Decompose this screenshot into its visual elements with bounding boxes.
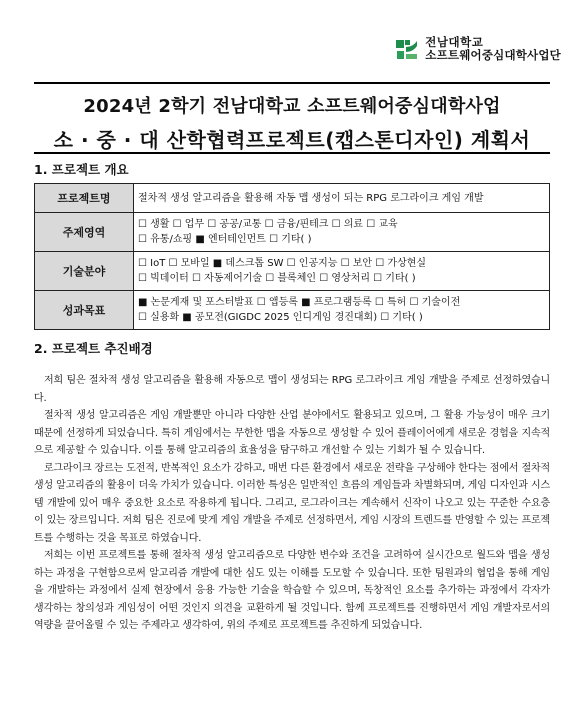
document-title-line1: 2024년 2학기 전남대학교 소프트웨어중심대학사업 xyxy=(83,96,501,117)
table-row xyxy=(35,184,550,213)
paragraph: 로그라이크 장르는 도전적, 반복적인 요소가 강하고, 매번 다른 환경에서 새로운 전략을 구상해야 한다는 점에서 절차적 생성 알고리즘의 활용이 더욱 가치가 있습니다. 이러한 특성은 일반적인 흐름의 게임들과 차별화되며, 게임 디자인과 시스템 개발에 있어 매우 중요한 요소로 작용하게 됩니다. 그리고, 로그라이크는 계속해서 신작이 나오고 있는 꾸준한 수요층이 있는 장르입니다. 저희 팀은 진로에 맞게 게임 개발을 주제로 선정하면서, 게임 시장의 트렌드를 반영할 수 있는 프로젝트를 수행하는 것을 목표로 하였습니다. xyxy=(34,462,550,544)
paragraph: 저희는 이번 프로젝트를 통해 절차적 생성 알고리즘으로 다양한 변수와 조건을 고려하여 실시간으로 월드와 맵을 생성하는 과정을 구현함으로써 알고리즘 개발에 대한 심도 있는 이해를 도모할 수 있습니다. 또한 팀원과의 협업을 통해 게임을 개발하는 과정에서 실제 현장에서 응용 가능한 기술을 학습할 수 있으며, 독창적인 요소를 추가하는 과정에서 각자가 생각하는 창의성과 게임성이 어떤 것인지 의견을 교환하게 될 것입니다. 함께 프로젝트를 진행하면서 게임 개발자로서의 역량을 끌어올릴 수 있는 주제라고 생각하여, 위의 주제로 프로젝트를 추진하게 되었습니다. xyxy=(34,550,550,631)
university-logo xyxy=(395,34,561,64)
jnu-sw-logo-icon xyxy=(395,37,419,61)
row-value-project-name: 절차적 생성 알고리즘을 활용해 자동 맵 생성이 되는 RPG 로그라이크 게임 개발 xyxy=(134,184,550,213)
table-row xyxy=(35,291,550,330)
row-label-tech-field: 기술분야 xyxy=(35,252,134,291)
background-body xyxy=(34,372,550,635)
project-overview-table xyxy=(34,183,550,330)
paragraph: 절차적 생성 알고리즘은 게임 개발뿐만 아니라 다양한 산업 분야에서도 활용되고 있으며, 그 활용 가능성이 매우 크기 때문에 선정하게 되었습니다. 특히 게임에서는 무한한 맵을 자동으로 생성할 수 있어 플레이어에게 새로운 경험을 지속적으로 제공할 수 있습니다. 이를 통해 알고리즘의 효율성을 탐구하고 개선할 수 있는 기회가 될 수 있습니다. xyxy=(34,410,550,456)
table-row xyxy=(35,252,550,291)
document-title-box xyxy=(34,82,550,154)
paragraph: 저희 팀은 절차적 생성 알고리즘을 활용해 자동으로 맵이 생성되는 RPG 로그라이크 게임 개발을 주제로 선정하였습니다. xyxy=(34,375,550,404)
row-label-goals: 성과목표 xyxy=(35,291,134,330)
row-label-topic-area: 주제영역 xyxy=(35,213,134,252)
logo-program-name: 소프트웨어중심대학사업단 xyxy=(425,48,561,62)
section1-heading: 1. 프로젝트 개요 xyxy=(34,162,129,177)
row-value-tech-field: ☐ IoT ☐ 모바일 ■ 데스크톱 SW ☐ 인공지능 ☐ 보안 ☐ 가상현실 ☐ 빅데이터 ☐ 자동제어기술 ☐ 블록체인 ☐ 영상처리 ☐ 기타( ) xyxy=(134,252,550,291)
document-title-line2: 소 · 중 · 대 산학협력프로젝트(캡스톤디자인) 계획서 xyxy=(53,128,531,152)
logo-university-name: 전남대학교 xyxy=(425,35,484,49)
row-value-topic-area: ☐ 생활 ☐ 업무 ☐ 공공/교통 ☐ 금융/핀테크 ☐ 의료 ☐ 교육 ☐ 유통/쇼핑 ■ 엔터테인먼트 ☐ 기타( ) xyxy=(134,213,550,252)
row-label-project-name: 프로젝트명 xyxy=(35,184,134,213)
section2-heading: 2. 프로젝트 추진배경 xyxy=(34,341,153,356)
table-row xyxy=(35,213,550,252)
row-value-goals: ■ 논문게재 및 포스터발표 ☐ 앱등록 ■ 프로그램등록 ☐ 특허 ☐ 기술이전 ☐ 실용화 ■ 공모전(GIGDC 2025 인디게임 경진대회) ☐ 기타( ) xyxy=(134,291,550,330)
